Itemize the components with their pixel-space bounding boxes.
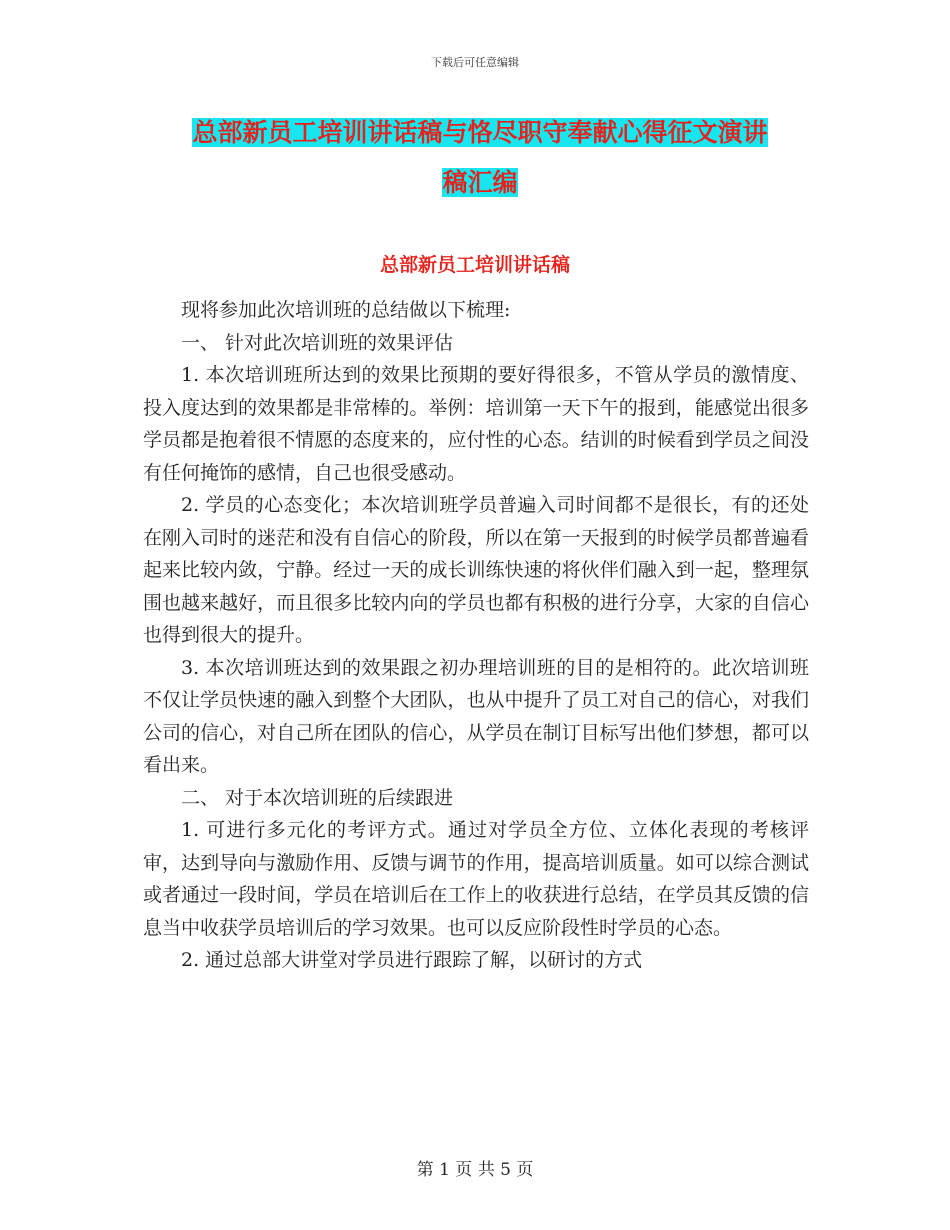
paragraph-item-1: 1. 本次培训班所达到的效果比预期的要好得很多，不管从学员的激情度、投入度达到的效果都是非常棒的。举例：培训第一天下午的报到，能感觉出很多学员都是抱着很不情愿的态度来的，应付性的心态。结训的时候看到学员之间没有任何掩饰的感情，自己也很受感动。 [143, 364, 809, 484]
paragraph-followup-1: 1. 可进行多元化的考评方式。通过对学员全方位、立体化表现的考核评审，达到导向与激励作用、反馈与调节的作用，提高培训质量。如可以综合测试或者通过一段时间，学员在培训后在工作上的收获进行总结，在学员其反馈的信息当中收获学员培训后的学习效果。也可以反应阶段性时学员的心态。 [143, 819, 809, 939]
section-title: 总部新员工培训讲话稿 [379, 254, 570, 276]
heading-evaluation: 一、 针对此次培训班的效果评估 [181, 331, 454, 354]
document-body [143, 294, 809, 977]
heading-followup: 二、 对于本次培训班的后续跟进 [181, 786, 454, 809]
paragraph-intro: 现将参加此次培训班的总结做以下梳理: [181, 299, 511, 321]
document-title-line-2: 稿汇编 [442, 168, 518, 197]
page-header: 下载后可任意编辑 [431, 56, 519, 69]
paragraph-item-3: 3. 本次培训班达到的效果跟之初办理培训班的目的是相符的。此次培训班不仅让学员快速的融入到整个大团队，也从中提升了员工对自己的信心，对我们公司的信心，对自己所在团队的信心，从学员在制订目标写出他们梦想，都可以看出来。 [143, 656, 809, 776]
document-title-line-1: 总部新员工培训讲话稿与恪尽职守奉献心得征文演讲 [192, 118, 768, 147]
paragraph-item-2: 2. 学员的心态变化；本次培训班学员普遍入司时间都不是很长，有的还处在刚入司时的迷茫和没有自信心的阶段，所以在第一天报到的时候学员都普遍看起来比较内敛，宁静。经过一天的成长训练快速的将伙伴们融入到一起，整理氛围也越来越好，而且很多比较内向的学员也都有积极的进行分享，大家的自信心也得到很大的提升。 [143, 494, 809, 646]
paragraph-followup-2: 2. 通过总部大讲堂对学员进行跟踪了解，以研讨的方式 [181, 949, 643, 971]
page-footer: 第 1 页 共 5 页 [416, 1160, 534, 1180]
document-title [150, 108, 810, 208]
